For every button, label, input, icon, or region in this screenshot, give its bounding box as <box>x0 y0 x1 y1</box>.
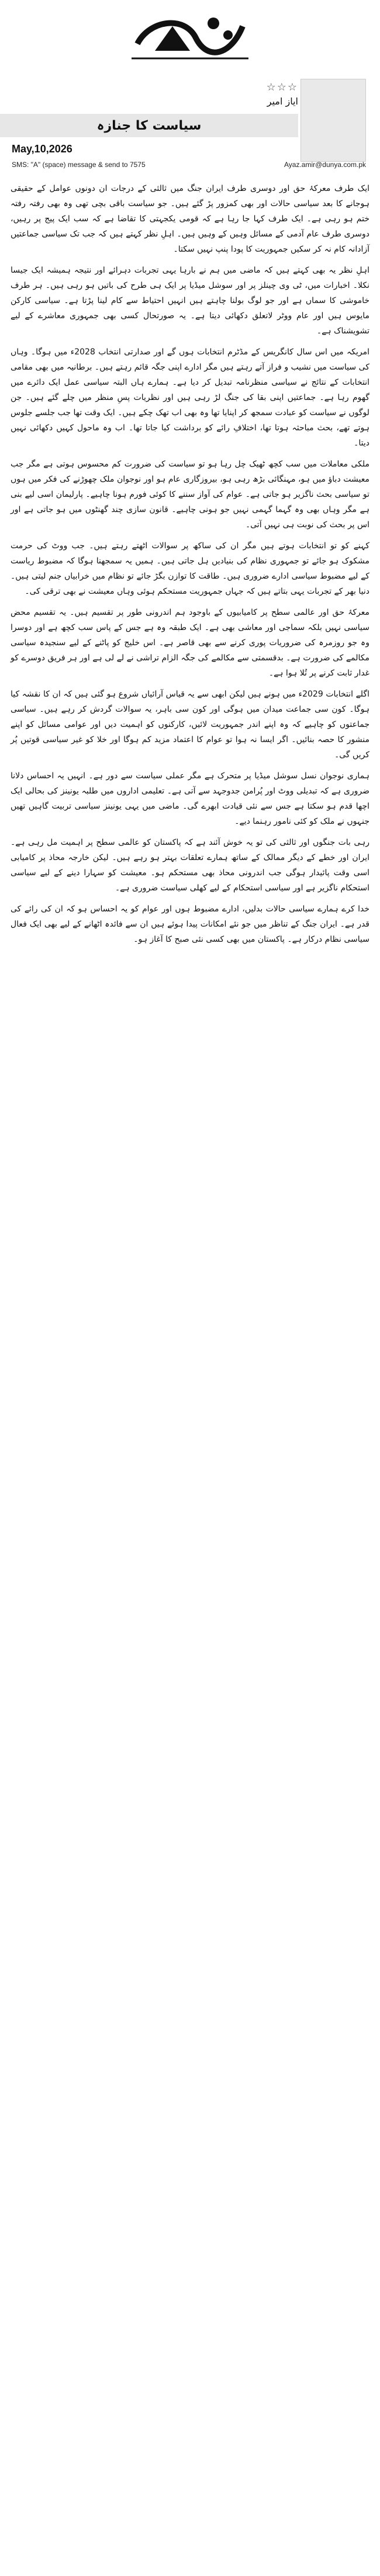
article-body <box>11 181 369 2560</box>
paragraph: رہی بات جنگوں اور ثالثی کی تو یہ خوش آئند ہے کہ پاکستان کو عالمی سطح پر اہمیت مل رہی ہے۔ ایران اور خطے کے دیگر ممالک کے ساتھ ہمارے تعلقات بہتر ہو رہے ہیں۔ لیکن خارجہ محاذ پر کامیابی اسی وقت پائیدار ہوگی جب اندرونی محاذ بھی مستحکم ہو۔ معیشت کو سہارا دینے کے لیے سیاسی استحکام ناگزیر ہے اور سیاسی استحکام کے لیے کھلی سیاست ضروری ہے۔ <box>11 838 369 893</box>
paragraph: ملکی معاملات میں سب کچھ ٹھیک چل رہا ہو تو سیاست کی ضرورت کم محسوس ہوتی ہے مگر جب معیشت دباؤ میں ہو، مہنگائی بڑھ رہی ہو، بیروزگاری عام ہو اور نوجوان ملک چھوڑنے کی فکر میں ہوں تو سیاسی بحث ناگزیر ہو جاتی ہے۔ عوام کی آواز سننے کا کوئی فورم ہونا چاہیے۔ پارلیمان اسی لیے بنی ہے مگر وہاں بھی وہ گہما گہمی نہیں جو ہونی چاہیے۔ قانون سازی چند گھنٹوں میں ہو جاتی ہے اور اس پر بحث کی نوبت ہی نہیں آتی۔ <box>11 459 369 530</box>
sms-instructions: SMS: "A" (space) message & send to 7575 <box>12 161 146 169</box>
paragraph: امریکہ میں اس سال کانگریس کے مڈٹرم انتخابات ہوں گے اور صدارتی انتخاب 2028ء میں ہوگا۔ وہاں کی سیاست میں نشیب و فراز آتے رہتے ہیں مگر ادارے اپنی جگہ قائم رہتے ہیں۔ برطانیہ میں بھی مقامی انتخابات کے نتائج نے سیاسی منظرنامہ تبدیل کر دیا ہے۔ ہمارے ہاں البتہ سیاسی عمل ایک دائرے میں گھوم رہا ہے۔ جماعتیں اپنی بقا کی جنگ لڑ رہی ہیں اور نظریات پسِ منظر میں چلے گئے ہیں۔ جن لوگوں نے سیاست کو عبادت سمجھ کر اپنایا تھا وہ بھی اب تھک چکے ہیں۔ ایک وقت تھا جب جلسے جلوس ہوتے تھے، بحث مباحثہ ہوتا تھا، اختلافِ رائے کو برداشت کیا جاتا تھا۔ اب وہ ماحول کہیں دکھائی نہیں دیتا۔ <box>11 347 369 448</box>
author-name: ایاز امیر <box>267 96 298 107</box>
paragraph: معرکۂ حق اور عالمی سطح پر کامیابیوں کے باوجود ہم اندرونی طور پر تقسیم ہیں۔ یہ تقسیم محض سیاسی نہیں بلکہ سماجی اور معاشی بھی ہے۔ ایک طبقہ وہ ہے جس کے پاس سب کچھ ہے اور دوسرا وہ جو روزمرہ کی ضروریات پوری کرنے سے بھی قاصر ہے۔ اس خلیج کو پاٹنے کے لیے سنجیدہ سیاسی مکالمے کی ضرورت ہے۔ بدقسمتی سے مکالمے کی جگہ الزام تراشی نے لے لی ہے اور ہر فریق دوسرے کو غدار ثابت کرنے پر تُلا ہوا ہے۔ <box>11 608 369 678</box>
paragraph: ہماری نوجوان نسل سوشل میڈیا پر متحرک ہے مگر عملی سیاست سے دور ہے۔ انہیں یہ احساس دلانا ضروری ہے کہ تبدیلی ووٹ اور پُرامن جدوجہد سے آتی ہے۔ تعلیمی اداروں میں طلبہ یونینز کی بحالی ایک اچھا قدم ہو سکتا ہے جس سے نئی قیادت ابھرے گی۔ ماضی میں یہی یونینز سیاسی تربیت گاہیں تھیں جنہوں نے ملک کو کئی نامور رہنما دیے۔ <box>11 771 369 826</box>
dunya-logo <box>114 3 266 67</box>
masthead <box>0 0 380 70</box>
author-photo <box>300 79 366 162</box>
paragraph: اہلِ نظر یہ بھی کہتے ہیں کہ ماضی میں ہم نے بارہا یہی تجربات دہرائے اور نتیجہ ہمیشہ ایک جیسا نکلا۔ اخبارات میں، ٹی وی چینلز پر اور سوشل میڈیا پر ایک ہی طرح کی باتیں ہو رہی ہیں۔ ہر طرف خاموشی کا سماں ہے اور جو لوگ بولنا چاہتے ہیں انہیں احتیاط سے کام لینا پڑتا ہے۔ سیاسی کارکن مایوس ہیں اور عام ووٹر لاتعلق دکھائی دیتا ہے۔ یہ صورتحال کسی بھی جمہوری معاشرے کے لیے تشویشناک ہے۔ <box>11 266 369 336</box>
paragraph: کہنے کو تو انتخابات ہوتے ہیں مگر ان کی ساکھ پر سوالات اٹھتے رہتے ہیں۔ جب ووٹ کی حرمت مشکوک ہو جائے تو جمہوری نظام کی بنیادیں ہل جاتی ہیں۔ ہمیں یہ سمجھنا ہوگا کہ مضبوط ریاست کے لیے مضبوط سیاسی ادارے ضروری ہیں۔ طاقت کا توازن بگڑ جائے تو نظام میں خرابیاں جنم لیتی ہیں۔ دنیا بھر کے تجربات یہی بتاتے ہیں کہ جہاں جمہوریت مستحکم ہوئی وہاں معیشت نے بھی ترقی کی۔ <box>11 541 369 596</box>
author-email: Ayaz.amir@dunya.com.pk <box>284 161 366 169</box>
article-date: May,10,2026 <box>12 143 72 155</box>
logo-artwork <box>114 3 266 67</box>
paragraph: خدا کرے ہمارے سیاسی حالات بدلیں، ادارے مضبوط ہوں اور عوام کو یہ احساس ہو کہ ان کی رائے کی قدر ہے۔ ایران جنگ کے تناظر میں جو نئے امکانات پیدا ہوئے ہیں ان سے فائدہ اٹھانے کے لیے بھی ایک فعال سیاسی نظام درکار ہے۔ پاکستان میں بھی کسی نئی صبح کا آغاز ہو۔ <box>11 904 369 944</box>
paragraph: ایک طرف معرکۂ حق اور دوسری طرف ایران جنگ میں ثالثی کے درجات ان دونوں عوامل کے حقیقی ہوجانے کا بعد سیاسی حالات اور بھی کمزور پڑ گئے ہیں۔ جو سیاست باقی بچی تھی وہ بھی رفتہ رفتہ ختم ہو رہی ہے۔ ایک طرف کہا جا رہا ہے کہ قومی یکجہتی کا تقاضا ہے کہ سب ایک پیج پر رہیں، دوسری طرف عام آدمی کے مسائل وہیں کے وہیں ہیں۔ اہلِ نظر کہتے ہیں کہ جب تک سیاسی جماعتیں آزادانہ کام نہ کر سکیں جمہوریت کا پودا پنپ نہیں سکتا۔ <box>11 184 369 254</box>
rating-stars: ☆☆☆ <box>266 81 298 93</box>
article-header <box>0 73 380 172</box>
author-box <box>240 81 298 116</box>
article-title: سیاست کا جنازہ <box>0 114 298 137</box>
paragraph: اگلے انتخابات 2029ء میں ہونے ہیں لیکن ابھی سے یہ قیاس آرائیاں شروع ہو گئی ہیں کہ ان کا نقشہ کیا ہوگا۔ کون سی جماعت میدان میں ہوگی اور کون سی باہر، یہ سوالات گردش کر رہے ہیں۔ سیاسی جماعتوں کو چاہیے کہ وہ اپنے اندر جمہوریت لائیں، کارکنوں کو اہمیت دیں اور عوامی مسائل کو اپنے منشور کا حصہ بنائیں۔ اگر ایسا نہ ہوا تو عوام کا اعتماد مزید کم ہوگا اور خلا کو غیر سیاسی قوتیں پُر کریں گی۔ <box>11 690 370 760</box>
